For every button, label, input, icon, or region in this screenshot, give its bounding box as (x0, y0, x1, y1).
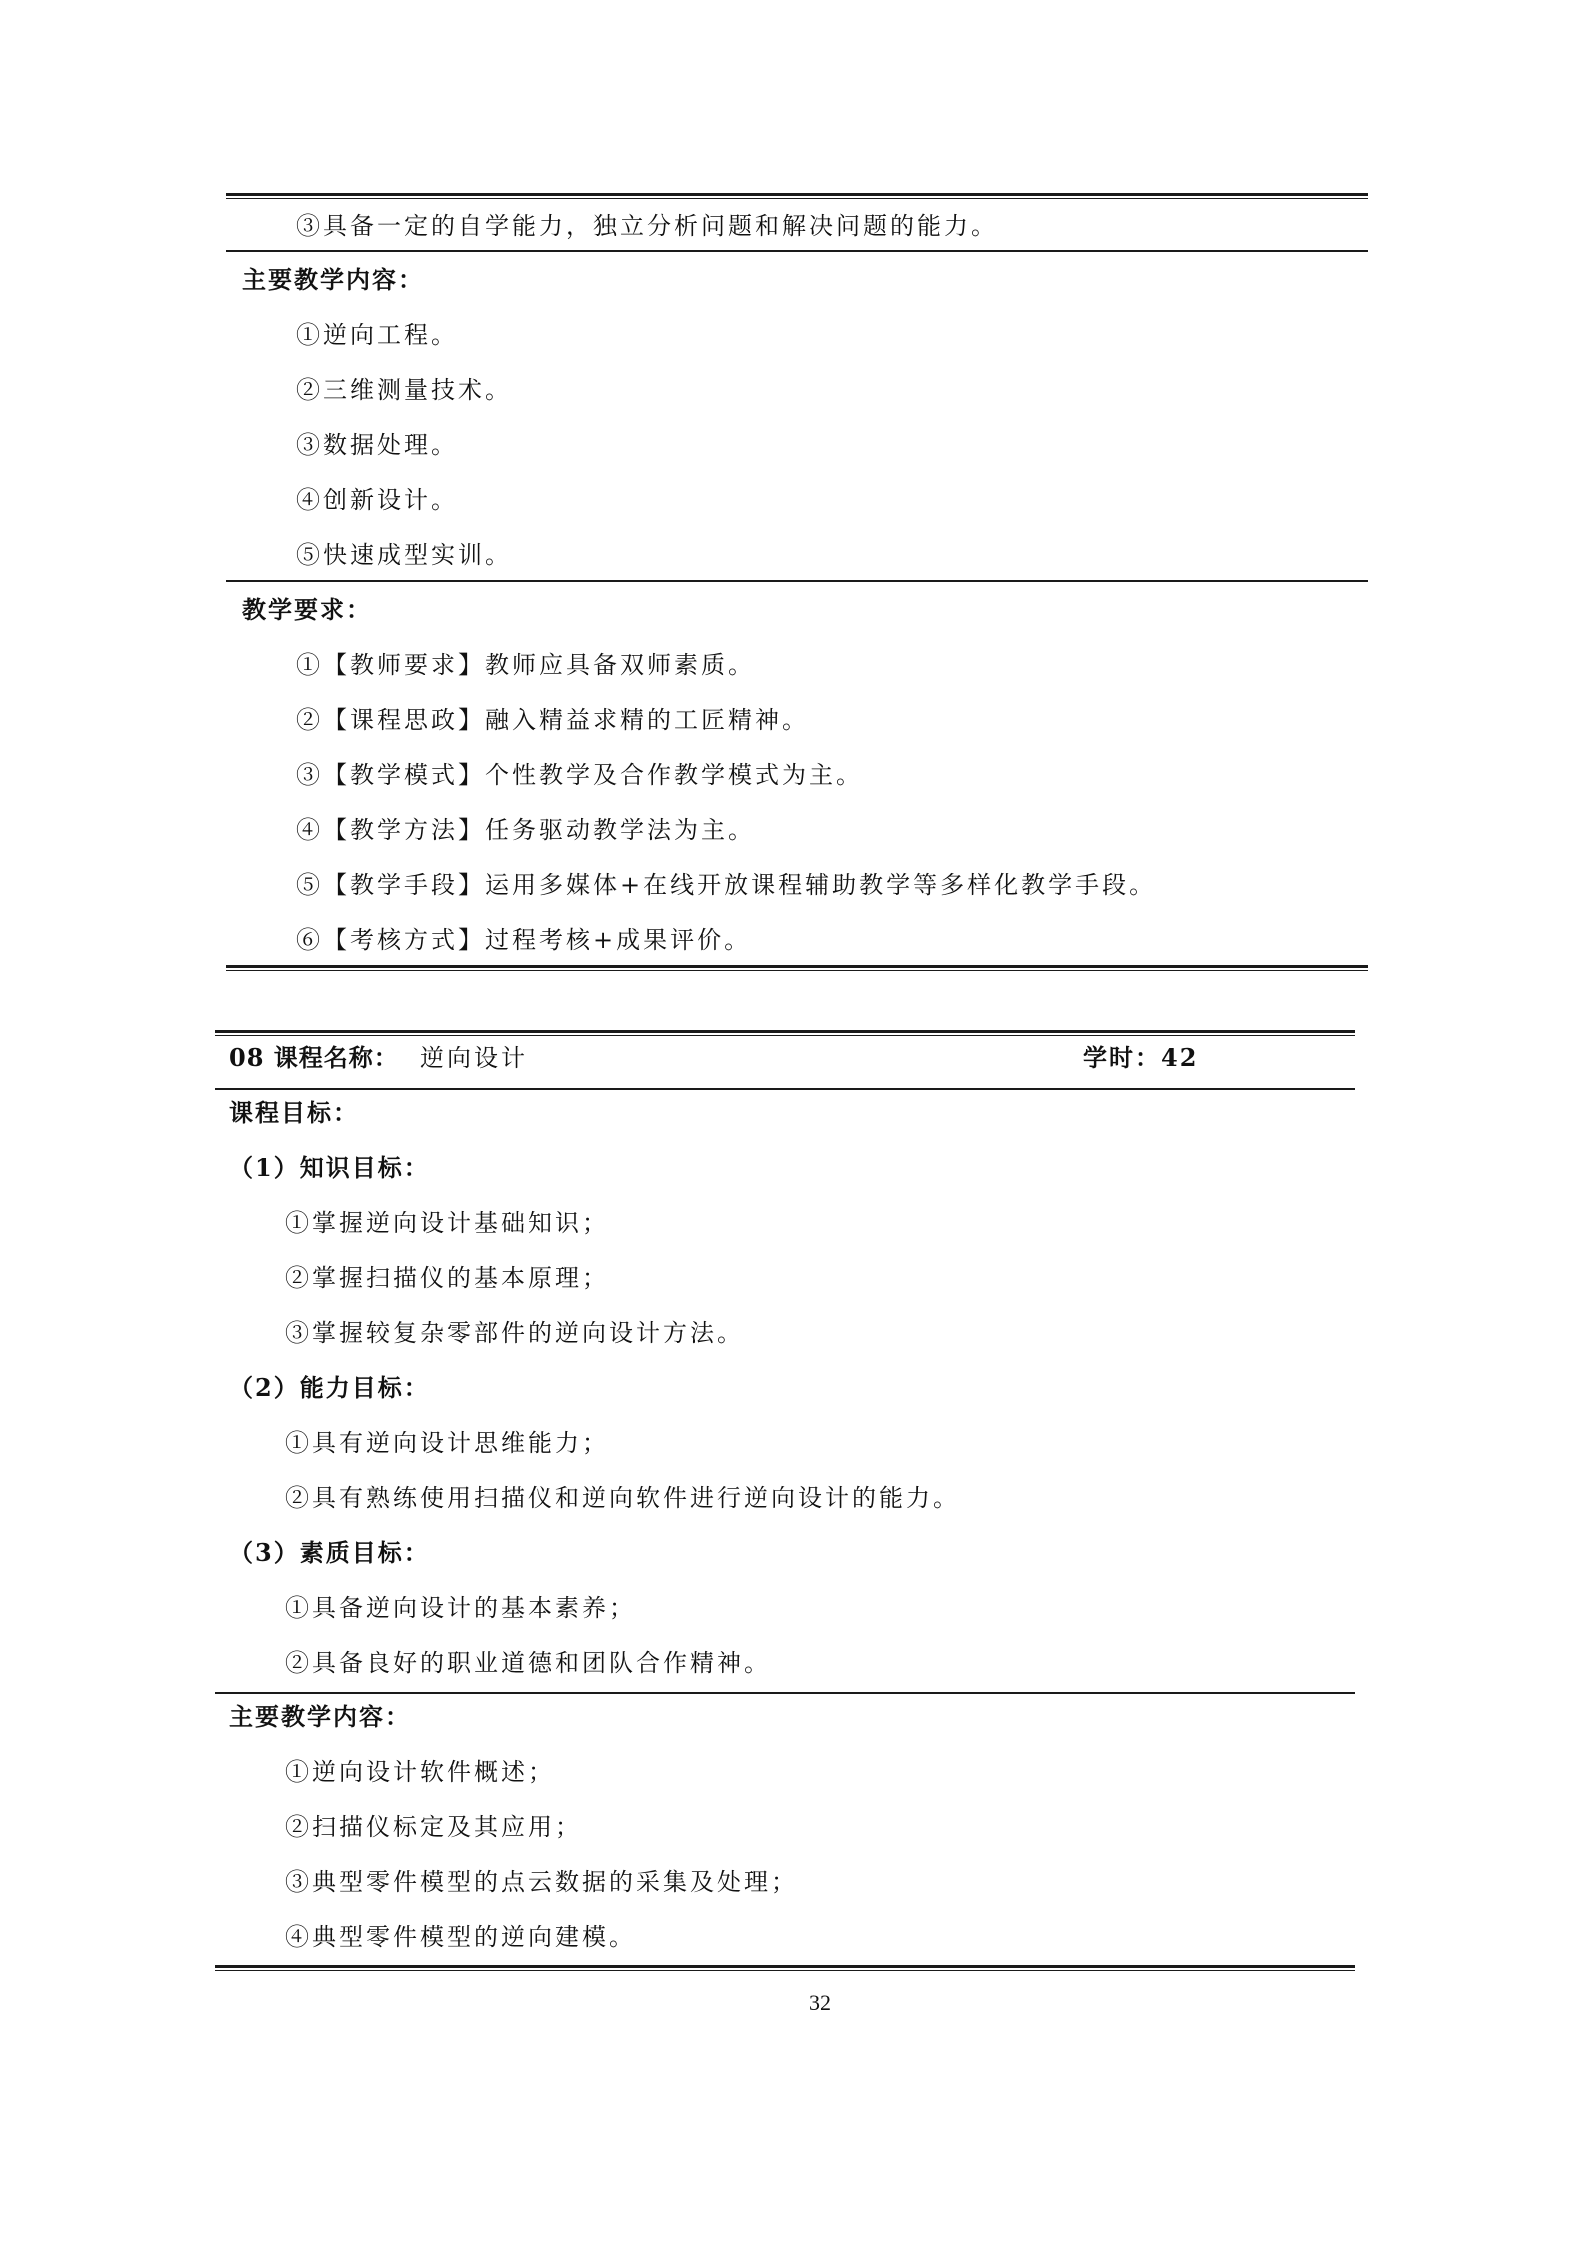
main-content-item: ①逆向工程。 (296, 321, 458, 349)
main-content-heading: 主要教学内容： (242, 265, 424, 294)
course-08-table (215, 1030, 1355, 1975)
knowledge-goal-item: ①掌握逆向设计基础知识； (285, 1209, 609, 1237)
requirement-item: ③【教学模式】个性教学及合作教学模式为主。 (296, 761, 863, 789)
main-content-item: ②三维测量技术。 (296, 376, 512, 404)
main-content-item: ②扫描仪标定及其应用； (285, 1813, 582, 1841)
course-number-label: 08 课程名称： (229, 1043, 399, 1072)
knowledge-goal-item: ②掌握扫描仪的基本原理； (285, 1264, 609, 1292)
page-number: 32 (809, 1990, 831, 2015)
quality-goal-item: ②具备良好的职业道德和团队合作精神。 (285, 1649, 771, 1677)
main-content-item: ①逆向设计软件概述； (285, 1758, 555, 1786)
main-content-item: ③典型零件模型的点云数据的采集及处理； (285, 1868, 798, 1896)
requirement-item: ⑥【考核方式】过程考核+成果评价。 (296, 926, 752, 954)
main-content-item: ④典型零件模型的逆向建模。 (285, 1923, 636, 1951)
requirement-item: ④【教学方法】任务驱动教学法为主。 (296, 816, 755, 844)
goals-heading: 课程目标： (229, 1098, 359, 1127)
course-name: 逆向设计 (420, 1044, 528, 1072)
quality-goals-heading: （3）素质目标： (229, 1538, 430, 1567)
main-content-item: ⑤快速成型实训。 (296, 541, 512, 569)
bottom-double-rule (215, 1965, 1355, 1971)
previous-course-table (226, 193, 1368, 973)
divider-rule (215, 1692, 1355, 1694)
bottom-double-rule (226, 965, 1368, 971)
ability-goals-heading: （2）能力目标： (229, 1373, 430, 1402)
divider-rule (226, 580, 1368, 582)
course-hours: 学时：42 (1083, 1043, 1199, 1072)
requirement-item: ⑤【教学手段】运用多媒体+在线开放课程辅助教学等多样化教学手段。 (296, 871, 1157, 899)
knowledge-goals-heading: （1）知识目标： (229, 1153, 430, 1182)
main-content-heading: 主要教学内容： (229, 1702, 411, 1731)
divider-rule (215, 1088, 1355, 1090)
main-content-item: ④创新设计。 (296, 486, 458, 514)
divider-rule (226, 250, 1368, 252)
ability-goal-item: ②具有熟练使用扫描仪和逆向软件进行逆向设计的能力。 (285, 1484, 960, 1512)
requirement-item: ①【教师要求】教师应具备双师素质。 (296, 651, 755, 679)
requirement-item: ②【课程思政】融入精益求精的工匠精神。 (296, 706, 809, 734)
ability-item-3: ③具备一定的自学能力，独立分析问题和解决问题的能力。 (296, 212, 998, 240)
knowledge-goal-item: ③掌握较复杂零部件的逆向设计方法。 (285, 1319, 744, 1347)
main-content-item: ③数据处理。 (296, 431, 458, 459)
quality-goal-item: ①具备逆向设计的基本素养； (285, 1594, 636, 1622)
top-double-rule (215, 1030, 1355, 1036)
ability-goal-item: ①具有逆向设计思维能力； (285, 1429, 609, 1457)
requirements-heading: 教学要求： (242, 595, 372, 624)
top-double-rule (226, 193, 1368, 199)
